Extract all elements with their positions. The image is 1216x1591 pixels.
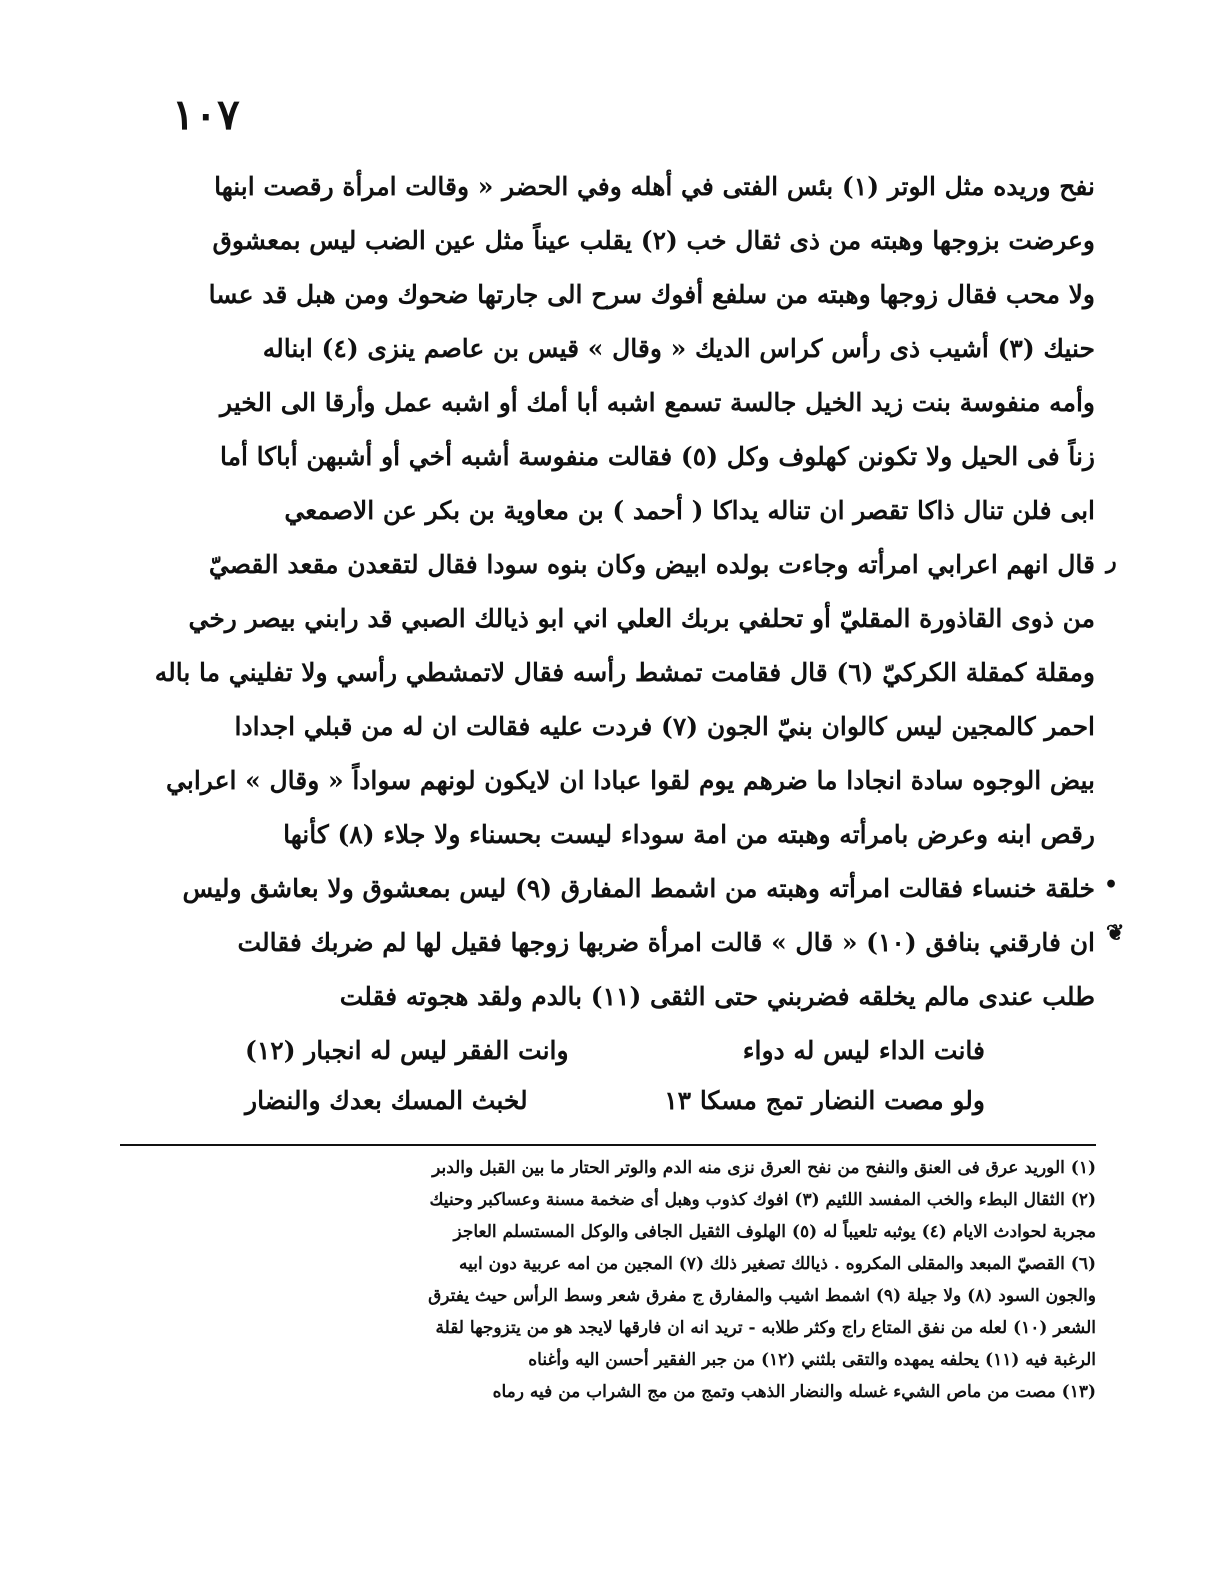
footnotes xyxy=(120,1152,1096,1408)
footnote-line: الرغبة فيه (١١) يحلفه يمهده والتقى بلثني (١٢) من جبر الفقير أحسن اليه وأغناه xyxy=(528,1350,1096,1370)
margin-mark: ❦ xyxy=(1106,920,1125,946)
text-line: ان فارقني بنافق (١٠) « قال » قالت امرأة ضربها زوجها فقيل لها لم ضربك فقالت xyxy=(237,928,1095,957)
text-line: وعرضت بزوجها وهبته من ذى ثقال خب (٢) يقلب عيناً مثل عين الضب ليس بمعشوق xyxy=(212,226,1095,255)
verse-hemistich: فانت الداء ليس له دواء xyxy=(742,1036,985,1065)
text-line: رقص ابنه وعرض بامرأته وهبته من امة سوداء ليست بحسناء ولا جلاء (٨) كأنها xyxy=(283,820,1095,849)
footnote-line: (١٣) مصت من ماص الشيء غسله والنضار الذهب وتمج من مج الشراب من فيه رماه xyxy=(492,1382,1096,1402)
main-text xyxy=(120,160,1095,1024)
text-line: طلب عندى مالم يخلقه فضربني حتى الثقى (١١) بالدم ولقد هجوته فقلت xyxy=(339,982,1095,1011)
verse-hemistich: وانت الفقر ليس له انجبار (١٢) xyxy=(245,1036,569,1065)
text-line: وأمه منفوسة بنت زيد الخيل جالسة تسمع اشبه أبا أمك أو اشبه عمل وأرقا الى الخير xyxy=(219,388,1095,417)
margin-mark: • xyxy=(1104,872,1119,898)
text-line: نفح وريده مثل الوتر (١) بئس الفتى في أهله وفي الحضر « وقالت امرأة رقصت ابنها xyxy=(214,172,1095,201)
verse-hemistich: ولو مصت النضار تمج مسكا ١٣ xyxy=(664,1086,985,1115)
text-line: قال انهم اعرابي امرأته وجاءت بولده ابيض وكان بنوه سودا فقال لتقعدن مقعد القصيّ xyxy=(208,550,1095,579)
text-line: ابى فلن تنال ذاكا تقصر ان تناله يداكا ( أحمد ) بن معاوية بن بكر عن الاصمعي xyxy=(284,496,1095,525)
footnote-line: (٦) القصيّ المبعد والمقلى المكروه . ذيالك تصغير ذلك (٧) المجين من امه عربية دون ابيه xyxy=(459,1254,1096,1274)
text-line: من ذوى القاذورة المقليّ أو تحلفي بربك العلي اني ابو ذيالك الصبي قد رابني بيصر رخي xyxy=(188,604,1095,633)
footnote-line: (١) الوريد عرق فى العنق والنفح من نفح العرق نزى منه الدم والوتر الحتار ما بين القبل والدبر xyxy=(432,1158,1096,1178)
verse-line xyxy=(245,1036,985,1065)
text-line: زناً فى الحيل ولا تكونن كهلوف وكل (٥) فقالت منفوسة أشبه أخي أو أشبهن أباكا أما xyxy=(219,442,1095,471)
footnote-line: والجون السود (٨) ولا جيلة (٩) اشمط اشيب والمفارق ج مفرق شعر وسط الرأس حيث يفترق xyxy=(428,1286,1096,1306)
footnote-line: مجربة لحوادث الايام (٤) يوثبه تلعيباً له (٥) الهلوف الثقيل الجافى والوكل المستسلم العاجز xyxy=(453,1222,1096,1242)
text-line: ومقلة كمقلة الكركيّ (٦) قال فقامت تمشط رأسه فقال لاتمشطي رأسي ولا تفليني ما باله xyxy=(154,658,1095,687)
footnote-line: الشعر (١٠) لعله من نفق المتاع راج وكثر طلابه - تريد انه ان فارقها لايجد هو من يتزوجها لقلة xyxy=(435,1318,1096,1338)
text-line: احمر كالمجين ليس كالوان بنيّ الجون (٧) فردت عليه فقالت ان له من قبلي اجدادا xyxy=(234,712,1095,741)
page-number: ١٠٧ xyxy=(172,90,240,139)
footnote-line: (٢) الثقال البطء والخب المفسد اللئيم (٣) افوك كذوب وهبل أى ضخمة مسنة وعساكبر وحنيك xyxy=(429,1190,1096,1210)
text-line: بيض الوجوه سادة انجادا ما ضرهم يوم لقوا عبادا ان لايكون لونهم سواداً « وقال » اعرابي xyxy=(166,766,1095,795)
text-line: ولا محب فقال زوجها وهبته من سلفع أفوك سرح الى جارتها ضحوك ومن هبل قد عسا xyxy=(208,280,1095,309)
text-line: حنيك (٣) أشيب ذى رأس كراس الديك « وقال » قيس بن عاصم ينزى (٤) ابناله xyxy=(262,334,1095,363)
margin-mark: ر xyxy=(1106,548,1117,574)
verse-hemistich: لخبث المسك بعدك والنضار xyxy=(245,1086,528,1115)
footnote-divider xyxy=(120,1144,1096,1146)
text-line: خلقة خنساء فقالت امرأته وهبته من اشمط المفارق (٩) ليس بمعشوق ولا بعاشق وليس xyxy=(182,874,1095,903)
verse-line xyxy=(245,1086,985,1115)
